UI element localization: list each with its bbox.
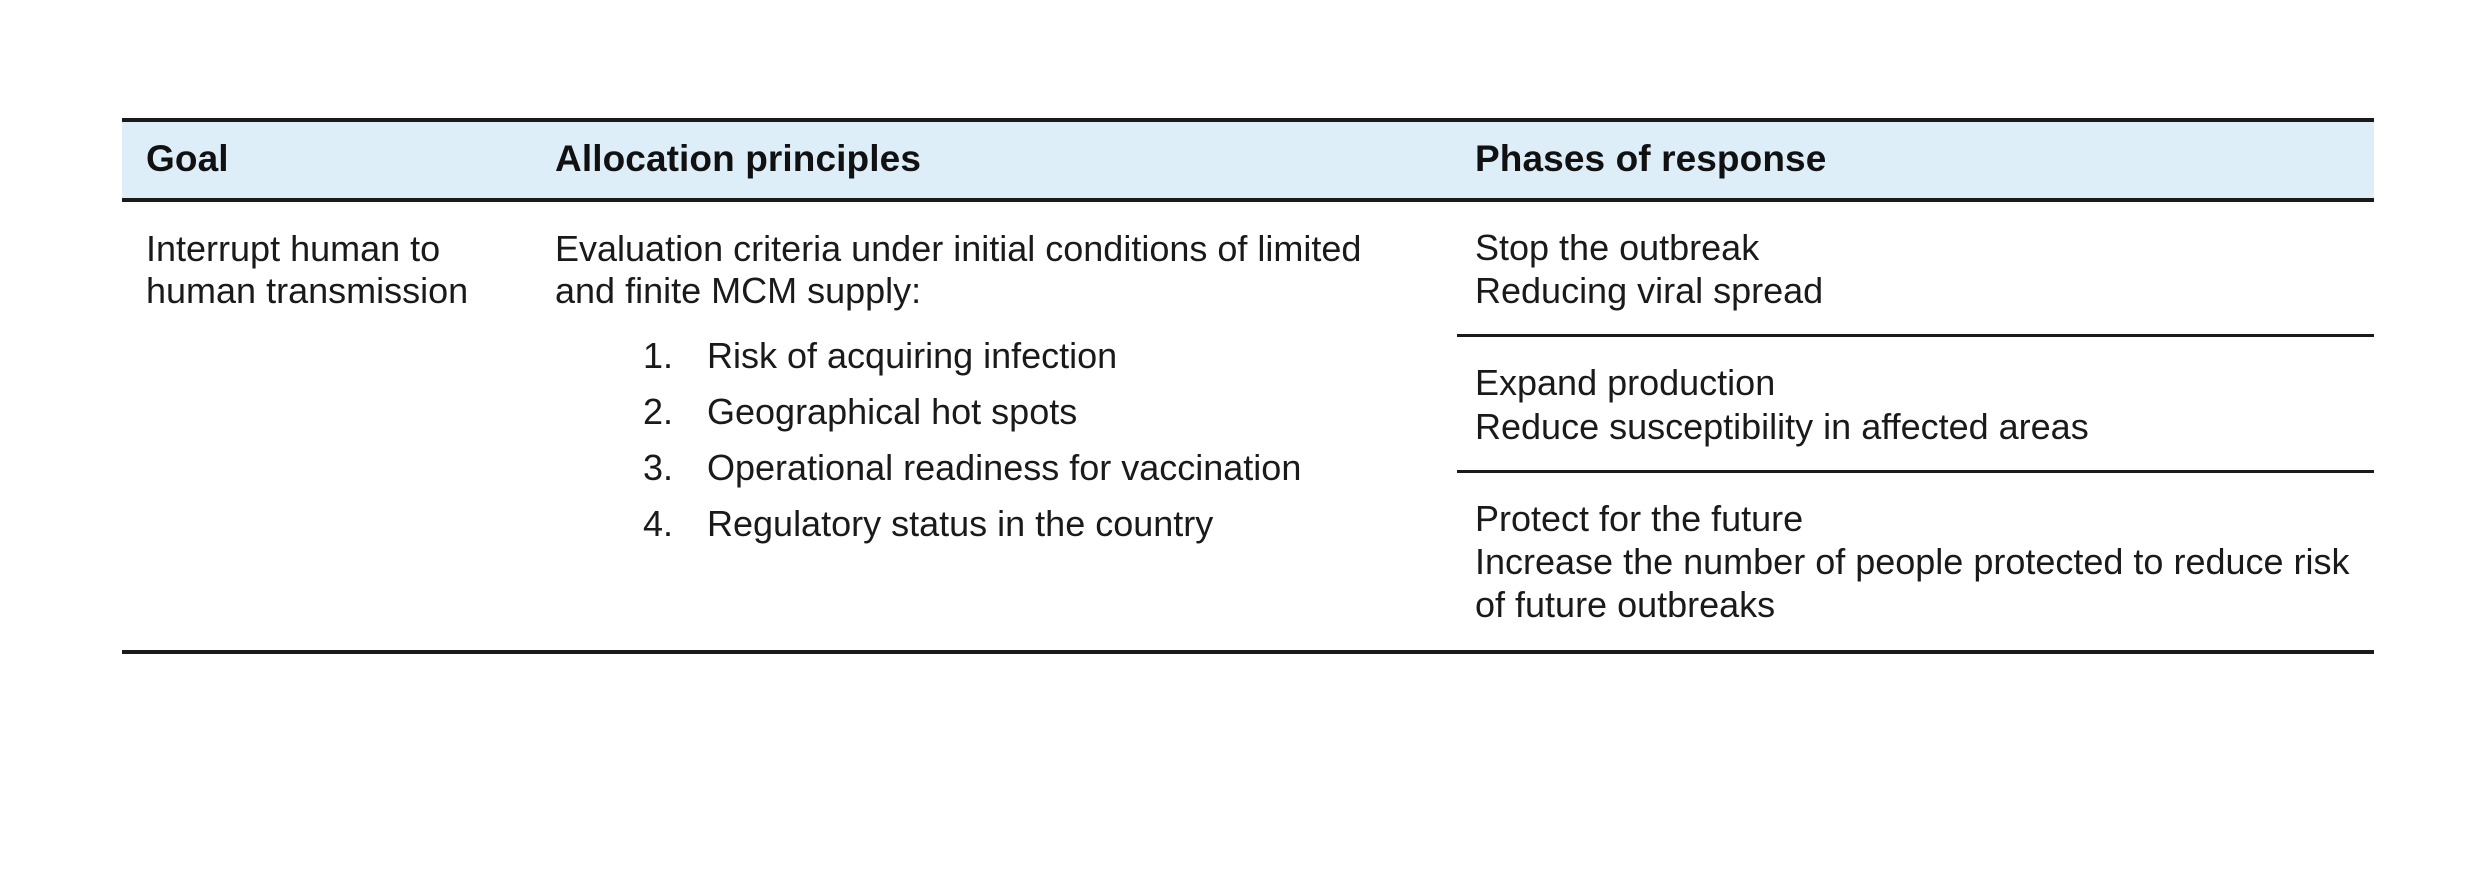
list-item: Regulatory status in the country <box>707 503 1214 545</box>
table-row <box>122 200 2374 652</box>
goal-cell <box>122 200 537 652</box>
list-item: Operational readiness for vaccination <box>707 447 1302 489</box>
evaluation-criteria-list <box>555 335 1427 545</box>
phase-detail: Reducing viral spread <box>1475 270 1824 312</box>
list-item: Geographical hot spots <box>707 391 1078 433</box>
allocation-principles-cell <box>537 200 1457 652</box>
phase-detail: Reduce susceptibility in affected areas <box>1475 405 2089 447</box>
column-header-goal: Goal <box>122 120 537 200</box>
phases-of-response-cell <box>1457 200 2374 652</box>
phase-cell-expand-production <box>1457 336 2374 471</box>
mcm-allocation-table <box>122 118 2374 654</box>
mcm-allocation-table-wrapper <box>122 118 2374 654</box>
allocation-intro-text: Evaluation criteria under initial conditions of limited and finite MCM supply: <box>555 228 1362 312</box>
goal-text: Interrupt human to human transmission <box>146 228 469 312</box>
table-body <box>122 200 2374 652</box>
phase-title: Expand production <box>1475 362 1776 404</box>
phase-title: Protect for the future <box>1475 497 1804 539</box>
phase-row <box>1457 336 2374 471</box>
phases-subtable <box>1457 202 2374 650</box>
table-header-row <box>122 120 2374 200</box>
column-header-phases-of-response: Phases of response <box>1457 120 2374 200</box>
phase-cell-stop-the-outbreak <box>1457 202 2374 336</box>
phase-detail: Increase the number of people protected to reduce risk of future outbreaks <box>1475 540 2350 626</box>
phase-title: Stop the outbreak <box>1475 227 1760 268</box>
phase-cell-protect-for-the-future <box>1457 471 2374 650</box>
phase-row <box>1457 202 2374 336</box>
column-header-allocation-principles: Allocation principles <box>537 120 1457 200</box>
phase-row <box>1457 471 2374 650</box>
list-item: Risk of acquiring infection <box>707 334 1118 376</box>
table-header <box>122 120 2374 200</box>
